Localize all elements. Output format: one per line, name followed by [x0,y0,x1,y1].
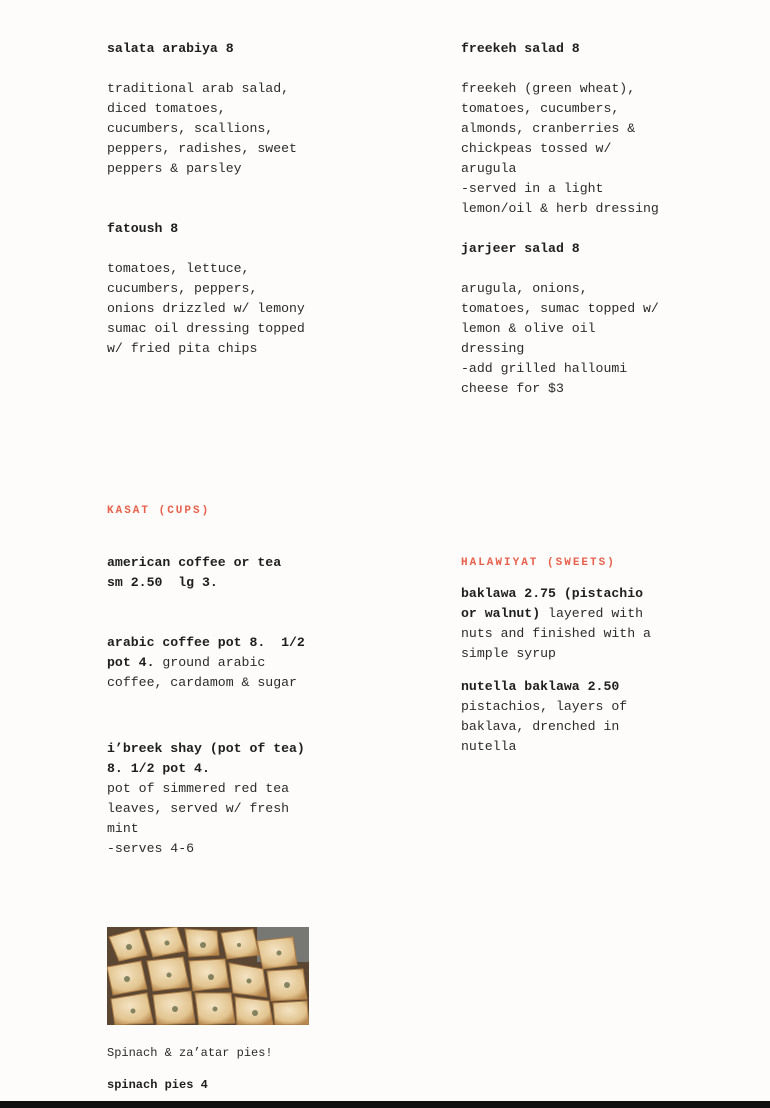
item-name: i’breek shay (pot of tea) 8. 1/2 pot 4. [107,741,305,776]
item-description: ground arabic [154,655,266,670]
item-description: layered with [540,606,644,621]
menu-item-fatoush [107,219,305,359]
item-description: pot of simmered red tea leaves, served w/ fresh mint -serves 4-6 [107,781,290,856]
item-name: arabic coffee pot 8. 1/2 pot 4. [107,635,305,670]
menu-item-baklawa [461,584,651,664]
menu-item-ibreek-shay [107,739,305,859]
item-name: nutella baklawa 2.50 [461,679,620,694]
section-title-halawiyat: HALAWIYAT (SWEETS) [461,557,616,569]
spinach-pies-photo [107,927,309,1025]
menu-item-jarjeer-salad [461,239,659,399]
item-name: salata arabiya 8 [107,41,234,56]
item-name: spinach pies 4 [107,1078,208,1092]
item-description: freekeh (green wheat), tomatoes, cucumbers, almonds, cranberries & chickpeas tossed w/ arugula -served in a light lemon/oil & herb dressing [461,81,659,216]
spinach-pies-illustration [107,927,309,1025]
item-name: baklawa 2.75 (pistachio or walnut) [461,586,644,621]
bottom-bar [0,1101,770,1108]
item-description: arugula, onions, tomatoes, sumac topped w/ lemon & olive oil dressing -add grilled halloumi cheese for $3 [461,281,659,396]
item-description: tomatoes, lettuce, cucumbers, peppers, onions drizzled w/ lemony sumac oil dressing topped w/ fried pita chips [107,261,305,356]
item-description-cont: coffee, cardamom & sugar [107,675,297,690]
menu-item-salata-arabiya [107,39,297,179]
menu-item-spinach-pies [107,1075,208,1095]
item-description: traditional arab salad, diced tomatoes, cucumbers, scallions, peppers, radishes, sweet peppers & parsley [107,81,297,176]
menu-item-freekeh-salad [461,39,659,219]
item-description-cont: nuts and finished with a simple syrup [461,626,651,661]
item-name: fatoush 8 [107,221,179,236]
menu-item-arabic-coffee [107,633,305,693]
section-title-kasat: KASAT (CUPS) [107,505,211,517]
photo-caption: Spinach & za’atar pies! [107,1046,273,1060]
menu-item-american-coffee [107,553,281,593]
item-name: freekeh salad 8 [461,41,580,56]
item-description: pistachios, layers of baklava, drenched in nutella [461,699,628,754]
menu-item-nutella-baklawa [461,677,627,757]
item-name: american coffee or tea sm 2.50 lg 3. [107,555,282,590]
item-name: jarjeer salad 8 [461,241,580,256]
